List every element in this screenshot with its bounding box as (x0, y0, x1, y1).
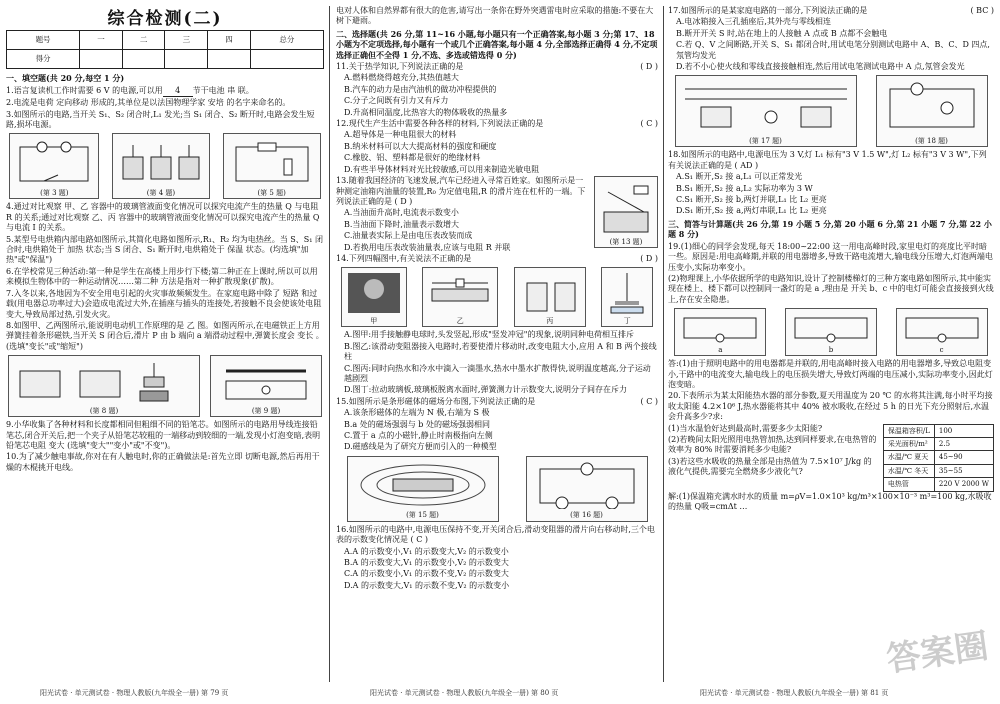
page-footer: 阳光试卷 · 单元测试卷 · 物理人教版(九年级全一册) 第 80 页 (370, 689, 559, 697)
question-18 (668, 150, 994, 171)
stair-light-circuit (678, 312, 762, 344)
figure-13 (594, 176, 658, 248)
question-17 (668, 6, 994, 16)
question-10-cont: 电对人体和自然界都有很大的危害,请写出一条你在野外突遇雷电时应采取的措施:不要在大树下避雨。 (336, 6, 654, 26)
question-1 (6, 86, 324, 97)
column-divider (329, 6, 330, 682)
stair-light-circuit (900, 312, 984, 344)
option-d[interactable]: D.若不小心使火线和零线直接接触相连,然后用试电笔测试电路中 A 点,氖管会发光 (676, 62, 965, 72)
watermark-logo: 答案圈 (884, 626, 991, 680)
score-cell[interactable] (250, 50, 323, 69)
column-right (668, 6, 994, 682)
beakers-diagram (519, 271, 581, 315)
question-5: 5.某型号电烘箱内部电路如图所示,其简化电路如图所示,R₁、R₂ 均为电热丝。当 S、S₁ 闭合时,电烘箱处于 加热 状态;当 S 闭合、S₁ 断开时,电烘箱处于 保温 状态。(均选填"加热"或"保温") (6, 234, 323, 265)
question-19-b: (2)物理课上,小华依据所学的电路知识,设计了控制楼梯灯的三种方案电路如图所示,其中能实现在楼上、楼下都可以控制同一盏灯的是 a ,理由是 开关 b、c 中的电灯可能会直接接到火线上,存在安全隐患。 (668, 273, 994, 304)
score-header-row (7, 31, 324, 50)
table-cell: 2.5 (934, 437, 993, 450)
question-3: 3.如图所示的电路,当开关 S₁、S₂ 闭合时,L₁ 发光;当 S₁ 闭合、S₂ 断开时,电路会发生短路,损坏电源。 (6, 109, 315, 130)
figure-14-a (341, 267, 407, 327)
figure-caption: (第 13 题) (609, 237, 643, 246)
answer-mark: ( D ) (640, 253, 658, 263)
option-a[interactable]: A.图甲:用手接触静电球时,头发竖起,形成"竖发冲冠"的现象,说明同种电荷相互排斥 (344, 330, 635, 340)
figure-5 (223, 133, 321, 199)
option-d[interactable]: D.A 的示数变大,V₁ 的示数不变,V₂ 的示数变小 (344, 580, 510, 590)
answer-blank: 4 (163, 86, 193, 97)
answer-mark: ( AD ) (734, 160, 759, 170)
question-2: 2.电流是电荷 定向移动 形成的,其单位是以法国物理学家 安培 的名字来命名的。 (6, 98, 291, 108)
option-d[interactable]: D.若换用电压表改装油量表,应该与电阻 R 并联 (344, 242, 511, 252)
table-cell: 220 V 2000 W (934, 478, 993, 491)
figure-15 (347, 456, 499, 522)
figure-14-c (514, 267, 586, 327)
option-c[interactable]: C.置于 a 点的小磁针,静止时南极指向左侧 (344, 431, 493, 440)
question-13-block (336, 176, 658, 254)
question-4: 4.通过对比观察 甲、乙 容器中的玻璃管液面变化情况可以探究电流产生的热量 Q 与电阻 R 的关系;通过对比观察 乙、丙 容器中的玻璃管液面变化情况可以探究电流产生的热量 Q 与电流 I 的关系。 (6, 202, 320, 233)
circuit-diagram (14, 141, 94, 187)
option-c[interactable]: C.分子之间既有引力又有斥力 (344, 96, 449, 106)
pencil-circuit-diagram (216, 361, 316, 405)
option-d[interactable]: D.S₁ 断开,S₂ 接 a,两灯串联,L₁ 比 L₂ 更亮 (676, 206, 827, 216)
figure-caption: (第 4 题) (146, 189, 176, 198)
page-footer: 阳光试卷 · 单元测试卷 · 物理人教版(九年级全一册) 第 79 页 (40, 689, 229, 697)
question-19: 19.(1)细心的同学会发现,每天 18:00~22:00 这一用电高峰时段,家里电灯的亮度比平时暗一些。原因是:用电高峰期,并联的用电器增多,导致干路电流增大,输电线分压增大,灯泡两端电压变小,实际功率变小。 (668, 241, 993, 272)
table-cell: 100 (934, 424, 993, 437)
figure-caption: (第 17 题) (749, 137, 782, 146)
table-cell: 水温/℃ 冬天 (883, 464, 934, 477)
table-cell: 采光面积/m² (883, 437, 934, 450)
question-text: 17.如图所示的是某家庭电路的一部分,下列说法正确的是 (668, 6, 868, 15)
spring-scale-diagram (605, 271, 649, 315)
option-a[interactable]: A.电冰箱接入三孔插座后,其外壳与零线相连 (676, 17, 831, 27)
table-cell: 45~90 (934, 451, 993, 464)
table-row (883, 464, 993, 477)
question-9: 9.小华收集了各种材料和长度都相同但粗细不同的铅笔芯。如图所示的电路用导线连接铅笔芯,闭合开关后,把一个夹子从铅笔芯较粗的一端移动到较细的一端,发现小灯泡变暗,表明铅笔芯电阻 变大 (选填"变大""变小"或"不变")。 (6, 420, 321, 450)
option-d[interactable]: D.图丁:拉动玻璃板,玻璃板脱离水面时,弹簧测力计示数变大,说明分子间存在斥力 (344, 385, 627, 395)
option-a[interactable]: A.A 的示数变小,V₁ 的示数变大,V₂ 的示数变小 (344, 546, 509, 556)
option-a[interactable]: A.超导体是一种电阻很大的材料 (344, 130, 457, 140)
question-11 (336, 62, 658, 72)
question-text: 16.如图所示的电路中,电源电压保持不变,开关闭合后,滑动变阻器的滑片向右移动时,三个电表的示数变化情况是 (336, 524, 655, 545)
table-cell: 保温箱容积/L (883, 424, 934, 437)
column-divider (663, 6, 664, 682)
answer-mark: ( BC ) (970, 6, 994, 15)
section-heading: 二、选择题(共 26 分,第 11~16 小题,每小题只有一个正确答案,每小题 3 分;第 17、18 小题为不定项选择,每小题有一个或几个正确答案,每小题 4 分,全部选择正确得 4 分,不定项选择正确但不全得 1 分,不选、多选或错选得 0 分) (336, 28, 658, 60)
figure-caption: c (939, 345, 944, 354)
circuit-diagram (532, 461, 642, 509)
question-part: (3)若这些水吸收的热量全部是由热值为 7.5×10⁷ J/kg 的液化气提供,需要完全燃烧多少液化气? (668, 456, 872, 477)
magnetic-field-diagram (353, 461, 493, 509)
score-cell: 一 (80, 31, 123, 50)
fuel-gauge-diagram (598, 182, 654, 236)
answer-mark: ( C ) (410, 535, 428, 545)
question-13 (336, 176, 590, 254)
score-cell: 得分 (7, 50, 80, 69)
figure-row (668, 308, 994, 356)
figure-row (6, 133, 324, 199)
option-d[interactable]: D.磁感线是为了研究方便而引入的一种模型 (344, 442, 497, 452)
score-cell[interactable] (80, 50, 123, 69)
option-a[interactable]: A.S₁ 断开,S₂ 接 a,L₁ 可以正常发光 (676, 172, 803, 182)
score-cell[interactable] (122, 50, 165, 69)
figure-8 (8, 355, 200, 417)
table-cell: 35~55 (934, 464, 993, 477)
circuit-diagram (228, 141, 316, 187)
answer-mark: ( D ) (640, 62, 658, 72)
option-d[interactable]: D.有些半导体材料对光比较敏感,可以用来制造光敏电阻 (344, 164, 540, 174)
stair-light-circuit (789, 312, 873, 344)
question-part: (1)当水温恰好达到最高时,需要多少太阳能? (668, 423, 823, 433)
question-text: 13.随着我国经济的飞速发展,汽车已经进入寻常百姓家。如图所示是一种测定油箱内油量的装置,R₀ 为定值电阻,R 的滑片连在杠杆的一端。下列说法正确的是 (336, 176, 586, 206)
option-b[interactable]: B.汽车的动力是由汽油机的做功冲程提供的 (344, 84, 497, 94)
figure-caption: b (828, 345, 834, 354)
option-b[interactable]: B.a 处的磁场强弱与 b 处的磁场强弱相同 (344, 419, 490, 429)
question-20-parts (668, 424, 879, 492)
answer-mark: ( C ) (640, 396, 658, 406)
option-c[interactable]: C.橡胶、铝、塑料都是很好的绝缘材料 (344, 153, 481, 163)
question-text: 11.关于热学知识,下列说法正确的是 (336, 62, 464, 72)
table-row (883, 451, 993, 464)
figure-16 (526, 456, 648, 522)
option-c[interactable]: C.S₁ 断开,S₂ 接 b,两灯并联,L₁ 比 L₂ 更亮 (676, 195, 827, 205)
score-cell[interactable] (208, 50, 251, 69)
figure-caption: 甲 (370, 316, 378, 325)
figure-19-c (896, 308, 988, 356)
circuit-diagram (882, 81, 982, 135)
option-c[interactable]: C.A 的示数变小,V₁ 的示数不变,V₂ 的示数变大 (344, 569, 509, 579)
figure-row (336, 267, 658, 327)
question-text: 节干电池 串 联。 (192, 85, 254, 95)
option-b[interactable]: B.A 的示数变大,V₁ 的示数变小,V₂ 的示数变大 (344, 558, 509, 568)
figure-19-b (785, 308, 877, 356)
option-d[interactable]: D.升高相同温度,比热容大的物体吸收的热量多 (344, 107, 508, 117)
score-cell: 二 (122, 31, 165, 50)
option-b[interactable]: B.当油面下降时,油量表示数增大 (344, 219, 459, 229)
figure-caption: 丙 (546, 316, 554, 325)
figure-row (6, 355, 324, 417)
figure-caption: (第 15 题) (406, 511, 439, 520)
question-text: 15.如图所示是条形磁体的磁场分布图,下列说法正确的是 (336, 396, 536, 406)
figure-17 (675, 75, 857, 147)
figure-9 (210, 355, 322, 417)
figure-4 (112, 133, 210, 199)
score-table (6, 30, 324, 69)
page-footer: 阳光试卷 · 单元测试卷 · 物理人教版(九年级全一册) 第 81 页 (700, 689, 889, 697)
answer-mark: ( C ) (640, 119, 658, 129)
score-value-row (7, 50, 324, 69)
heater-parameter-table (883, 424, 994, 492)
option-b[interactable]: B.断开开关 S 时,站在地上的人接触 A 点或 B 点都不会触电 (676, 28, 888, 38)
question-15 (336, 397, 658, 407)
table-row (883, 478, 993, 491)
question-part: (2)若晚间太阳光照用电热管加热,达到同样要求,在电热管的效率为 80% 时需要消耗多少电能? (668, 434, 877, 455)
option-b[interactable]: B.S₁ 断开,S₂ 接 a,L₂ 实际功率为 3 W (676, 183, 813, 193)
question-text: 1.语言复读机工作时需要 6 V 的电源,可以用 (6, 85, 163, 95)
column-middle (336, 6, 658, 682)
option-a[interactable]: A.当油面升高时,电流表示数变小 (344, 208, 459, 218)
table-cell: 水温/℃ 夏天 (883, 451, 934, 464)
question-6: 6.在学校常见三种活动:第一种是学生在高楼上用步行下楼;第二种正在上课时,所以可以用来模拟生物体中的一种运动情况……第二种 方法是指对一种扩散现象(扩散)。 (6, 266, 318, 287)
figure-caption: 乙 (456, 316, 464, 325)
photo-figure (346, 271, 402, 315)
table-row (883, 437, 993, 450)
figure-14-d (601, 267, 653, 327)
page-title: 综合检测(二) (107, 9, 223, 29)
score-cell: 三 (165, 31, 208, 50)
figure-row (336, 456, 658, 522)
question-12 (336, 119, 658, 129)
score-cell: 题号 (7, 31, 80, 50)
section-heading: 三、简答与计算题(共 26 分,第 19 小题 5 分,第 20 小题 6 分,第 21 小题 7 分,第 22 小题 8 分) (668, 218, 992, 240)
score-cell: 四 (208, 31, 251, 50)
question-10: 10.为了减少触电事故,你对在有人触电时,你的正确做法是:首先立即 切断电源,然后再用干燥的木棍挑开电线。 (6, 452, 320, 472)
option-b[interactable]: B.纳米材料可以大大提高材料的强度和硬度 (344, 141, 497, 151)
motor-diagram (14, 361, 194, 405)
figure-18 (876, 75, 988, 147)
figure-caption: a (718, 345, 723, 354)
figure-caption: 丁 (623, 316, 631, 325)
question-13-stem (336, 176, 590, 207)
option-a[interactable]: A.该条形磁体的左端为 N 极,右端为 S 极 (344, 408, 490, 418)
question-text: 12.现代生产生活中需要各种各样的材料,下列说法正确的是 (336, 119, 544, 129)
question-19-answer: 答:(1)由于照明电路中的用电器都是并联的,用电高峰时接入电路的用电器增多,导致总电阻变小,干路中的电流变大,输电线上的电压损失增大,导致灯两端的电压减小,实际功率变小,因此灯泡变暗。 (668, 359, 993, 389)
question-14 (336, 254, 658, 264)
figure-caption: (第 5 题) (257, 189, 286, 198)
figure-caption: (第 9 题) (251, 406, 281, 415)
table-cell: 电热管 (883, 478, 934, 491)
section-heading: 一、填空题(共 20 分,每空 1 分) (6, 73, 125, 84)
option-a[interactable]: A.燃料燃烧得越充分,其热值越大 (344, 73, 459, 83)
container-diagram (117, 141, 205, 187)
figure-19-a (674, 308, 766, 356)
question-20-answer: 解:(1)保温箱充满水时水的质量 m=ρV=1.0×10³ kg/m³×100×10⁻³ m³=100 kg,水吸收的热量 Q吸=cmΔt … (668, 491, 992, 511)
figure-caption: (第 3 题) (40, 189, 69, 198)
figure-3 (9, 133, 99, 199)
option-c[interactable]: C.若 Q、V 之间断路,开关 S、S₁ 都闭合时,用试电笔分别测试电路中 A、B、C、D 四点,氖管均发光 (676, 40, 990, 60)
question-8: 8.如图甲、乙两图所示,能说明电动机工作原理的是 乙 图。如图丙所示,在电磁铁正上方用弹簧挂着条形磁铁,当开关 S 闭合后,滑片 P 由 b 端向 a 端滑动过程中,弹簧长度会 变长 。(选填"变长"或"缩短") (6, 320, 324, 351)
score-cell[interactable] (165, 50, 208, 69)
question-text: 18.如图所示的电路中,电源电压为 3 V,灯 L₁ 标有"3 V 1.5 W",灯 L₂ 标有"3 V 3 W",下列有关说法正确的是 (668, 150, 987, 170)
figure-caption: (第 16 题) (570, 511, 603, 520)
household-circuit-diagram (681, 81, 851, 135)
option-b[interactable]: B.图乙:该滑动变阻器接入电路时,若要使滑片移动时,改变电阻大小,应用 A 和 B 两个接线柱 (344, 341, 657, 362)
column-left (6, 6, 324, 682)
figure-caption: (第 18 题) (915, 137, 948, 146)
score-cell: 总分 (250, 31, 323, 50)
option-c[interactable]: C.油量表实际上是由电压表改装而成 (344, 231, 473, 241)
figure-row (668, 75, 994, 147)
table-row (883, 424, 993, 437)
question-20-block (668, 424, 994, 492)
question-20: 20.下表所示为某太阳能热水器的部分参数,夏天用温度为 20 ℃ 的水将其注满,每小时平均接收太阳能 4.2×10⁶ J,热水器能将其中 40% 被水吸收,在经过 5 h 的日光下充分照射后,水温会升高多少?求: (668, 391, 993, 422)
question-text: 14.下列四幅图中,有关说法不正确的是 (336, 253, 472, 263)
figure-14-b (422, 267, 498, 327)
answer-mark: ( D ) (394, 196, 413, 206)
option-c[interactable]: C.图丙:同时向热水和冷水中滴入一滴墨水,热水中墨水扩散得快,说明温度越高,分子运动越剧烈 (344, 363, 651, 383)
question-7: 7.入冬以来,各地因为不安全用电引起的火灾事故频频发生。在家庭电路中除了 短路 和过载(用电器总功率过大)会造成电流过大外,在插座与插头的连接处,若接触不良会使该处电阻 变大,导致局部过热,引发火灾。 (6, 288, 322, 319)
rheostat-diagram (426, 271, 494, 315)
figure-caption: (第 8 题) (89, 406, 119, 415)
question-16 (336, 525, 658, 546)
